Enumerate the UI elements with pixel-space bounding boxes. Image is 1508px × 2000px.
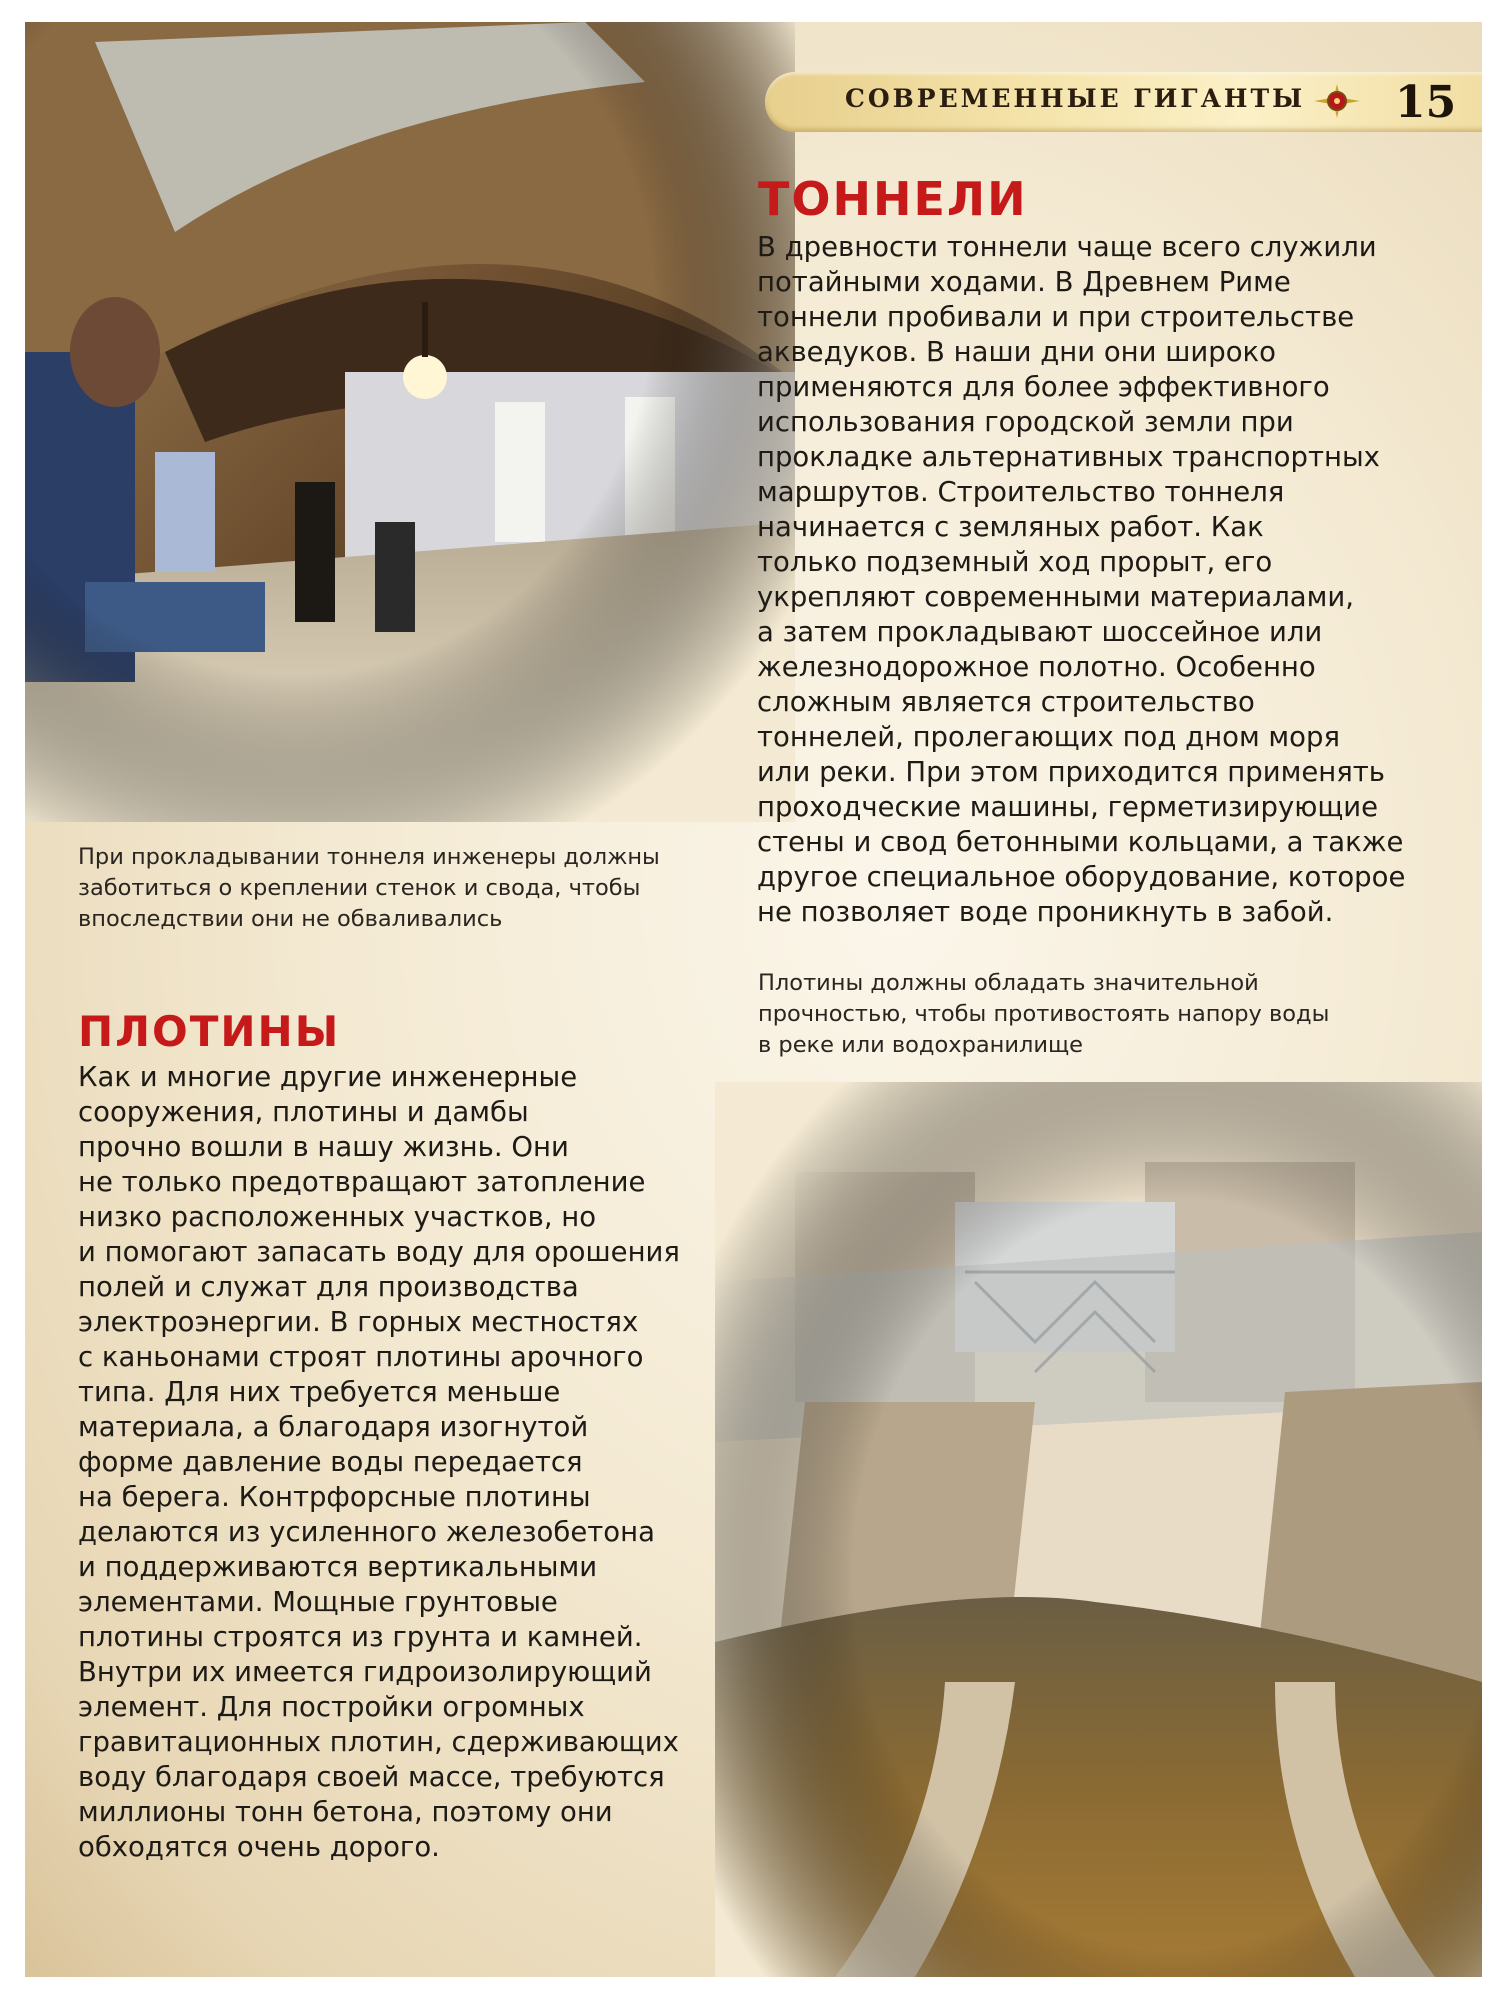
text-line: обходятся очень дорого. <box>78 1831 440 1863</box>
text-line: прочно вошли в нашу жизнь. Они <box>78 1131 569 1163</box>
caption-line: При прокладывании тоннеля инженеры должны <box>78 844 660 870</box>
text-line: элемент. Для постройки огромных <box>78 1691 585 1723</box>
text-line: и помогают запасать воду для орошения <box>78 1236 680 1268</box>
tunnel-photo-caption <box>78 842 728 935</box>
text-line: акведуков. В наши дни они широко <box>757 336 1276 368</box>
text-line: сложным является строительство <box>757 686 1255 718</box>
caption-line: Плотины должны обладать значительной <box>758 970 1259 996</box>
text-line: проходческие машины, герметизирующие <box>757 791 1379 823</box>
text-line: а затем прокладывают шоссейное или <box>757 616 1323 648</box>
text-line: тоннели пробивали и при строительстве <box>757 301 1355 333</box>
text-line: применяются для более эффективного <box>757 371 1330 403</box>
text-line: элементами. Мощные грунтовые <box>78 1586 558 1618</box>
text-line: с каньонами строят плотины арочного <box>78 1341 644 1373</box>
text-line: В древности тоннели чаще всего служили <box>757 231 1377 263</box>
text-line: стены и свод бетонными кольцами, а также <box>757 826 1404 858</box>
section-title: СОВРЕМЕННЫЕ ГИГАНТЫ <box>845 84 1306 113</box>
caption-line: прочностью, чтобы противостоять напору воды <box>758 1001 1330 1027</box>
text-line: плотины строятся из грунта и камней. <box>78 1621 643 1653</box>
text-line: типа. Для них требуется меньше <box>78 1376 561 1408</box>
text-line: материала, а благодаря изогнутой <box>78 1411 589 1443</box>
dam-spillway-photo <box>715 1082 1482 1977</box>
text-line: только подземный ход прорыт, его <box>757 546 1273 578</box>
text-line: или реки. При этом приходится применять <box>757 756 1386 788</box>
text-line: укрепляют современными материалами, <box>757 581 1354 613</box>
text-line: форме давление воды передается <box>78 1446 583 1478</box>
text-line: и поддерживаются вертикальными <box>78 1551 598 1583</box>
text-line: начинается с земляных работ. Как <box>757 511 1264 543</box>
text-line: потайными ходами. В Древнем Риме <box>757 266 1291 298</box>
text-line: гравитационных плотин, сдерживающих <box>78 1726 679 1758</box>
text-line: тоннелей, пролегающих под дном моря <box>757 721 1341 753</box>
text-line: низко расположенных участков, но <box>78 1201 597 1233</box>
subway-tunnel-photo <box>25 22 795 822</box>
text-line: сооружения, плотины и дамбы <box>78 1096 529 1128</box>
tunnels-paragraph <box>757 230 1457 930</box>
caption-line: заботиться о креплении стенок и свода, чтобы <box>78 875 641 901</box>
magazine-page <box>25 22 1482 1977</box>
text-line: не позволяет воде проникнуть в забой. <box>757 896 1334 928</box>
text-line: воду благодаря своей массе, требуются <box>78 1761 665 1793</box>
compass-rose-icon <box>1310 82 1364 120</box>
text-line: делаются из усиленного железобетона <box>78 1516 655 1548</box>
page-number: 15 <box>1395 77 1457 128</box>
text-line: не только предотвращают затопление <box>78 1166 646 1198</box>
dams-paragraph <box>78 1060 718 1865</box>
text-line: Внутри их имеется гидроизолирующий <box>78 1656 652 1688</box>
text-line: полей и служат для производства <box>78 1271 579 1303</box>
text-line: маршрутов. Строительство тоннеля <box>757 476 1285 508</box>
text-line: другое специальное оборудование, которое <box>757 861 1406 893</box>
caption-line: впоследствии они не обваливались <box>78 906 503 932</box>
dam-photo-caption <box>758 968 1408 1061</box>
caption-line: в реке или водохранилище <box>758 1032 1084 1058</box>
text-line: использования городской земли при <box>757 406 1294 438</box>
text-line: миллионы тонн бетона, поэтому они <box>78 1796 613 1828</box>
text-line: железнодорожное полотно. Особенно <box>757 651 1316 683</box>
text-line: электроэнергии. В горных местностях <box>78 1306 639 1338</box>
text-line: прокладке альтернативных транспортных <box>757 441 1380 473</box>
text-line: Как и многие другие инженерные <box>78 1061 578 1093</box>
dams-heading: ПЛОТИНЫ <box>78 1007 341 1056</box>
text-line: на берега. Контрфорсные плотины <box>78 1481 591 1513</box>
tunnels-heading: ТОННЕЛИ <box>758 172 1028 226</box>
